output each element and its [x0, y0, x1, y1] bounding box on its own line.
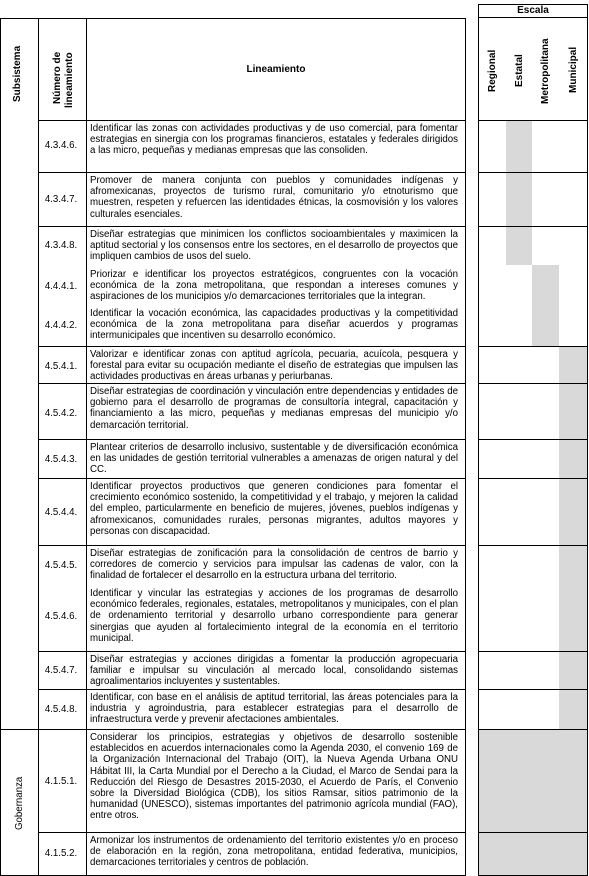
row-number: 4.3.4.8. [44, 240, 78, 251]
shade-municipal-1 [559, 347, 587, 730]
shade-estatal-1 [506, 120, 532, 265]
row-text: Diseñar estrategias que minimicen los conflictos socioambientales y maximicen la aptitud sectorial y los consensos entre los sectores, en el desarrollo de proyectos que impliquen cambios de usos del suelo. [90, 229, 458, 263]
lineamiento-header: Lineamiento [246, 64, 306, 75]
numero-lineamiento-header-1: Número de [52, 51, 63, 104]
numero-lineamiento-header-2: lineamiento [64, 52, 75, 108]
row-text: Identificar y vincular las estrategias y acciones de los programas de desarrollo económico federales, regionales, estatales, metropolitanos y municipales, con el plan de ordenamiento territorial y desarrollo urbano correspondiente para generar sinergias que ayuden al fortalecimiento integral de la economía en el territorio municipal. [90, 588, 458, 644]
row-text: Armonizar los instrumentos de ordenamiento del territorio existentes y/o en proceso de elaboración en la región, zona metropolitana, entidad federativa, municipios, demarcaciones territoriales y centros de población. [90, 835, 458, 869]
scale-metropolitana: Metropolitana [540, 38, 551, 104]
row-number: 4.5.4.7. [44, 665, 78, 676]
row-number: 4.4.4.1. [44, 281, 78, 292]
row-number: 4.5.4.1. [44, 361, 78, 372]
row-text: Diseñar estrategias y acciones dirigidas a fomentar la producción agropecuaria familiar e impulsar su vinculación al mercado local, consolidando sistemas agroalimentarios incluyentes y sustentables. [90, 654, 458, 688]
row-number: 4.1.5.1. [44, 776, 78, 787]
row-number: 4.5.4.4. [44, 507, 78, 518]
row-text: Identificar, con base en el análisis de aptitud territorial, las áreas potenciales para la industria y agroindustria, para establecer estrategias para el desarrollo de infraestructura verde y prevenir afectaciones ambientales. [90, 692, 458, 726]
row-number: 4.5.4.5. [44, 560, 78, 571]
row-number: 4.4.4.2. [44, 320, 78, 331]
scale-municipal: Municipal [568, 46, 579, 93]
row-text: Considerar los principios, estrategias y objetivos de desarrollo sostenible establecidos en acuerdos internacionales como la Agenda 2030, el convenio 169 de la Organización Internacional del Trabajo (OIT), la Nueva Agenda Urbana ONU Hábitat III, la Carta Mundial por el Derecho a la Ciudad, el Marco de Sendai para la Reducción del Riesgo de Desastres 2015-2030, el Acuerdo de París, el Convenio sobre la Diversidad Biológica (CDB), los sitios Ramsar, sitios patrimonio de la humanidad (UNESCO), sistemas importantes del patrimonio agrícola mundial (FAO), entre otros. [90, 732, 458, 822]
row-number: 4.5.4.8. [44, 704, 78, 715]
shade-metropolitana-1 [532, 265, 559, 347]
row-text: Diseñar estrategias de coordinación y vinculación entre dependencias y entidades de gobierno para el desarrollo de programas de consultoría integral, capacitación y financiamiento a las micro, pequeñas y medianas empresas del municipio y/o demarcación territorial. [90, 386, 458, 431]
row-number: 4.5.4.6. [44, 611, 78, 622]
row-number: 4.1.5.2. [44, 848, 78, 859]
shade-gobernanza [478, 730, 587, 876]
row-number: 4.3.4.7. [44, 194, 78, 205]
row-text: Plantear criterios de desarrollo inclusivo, sustentable y de diversificación económica en las unidades de gestión territorial vulnerables a amenazas de origen natural y del CC. [90, 442, 458, 476]
row-text: Identificar proyectos productivos que generen condiciones para fomentar el crecimiento económico sostenido, la competitividad y el trabajo, y mejoren la calidad del empleo, particularmente en beneficio de mujeres, jóvenes, pueblos indígenas y afromexicanos, comunidades rurales, personas migrantes, adultos mayores y personas con discapacidad. [90, 481, 458, 537]
row-text: Diseñar estrategias de zonificación para la consolidación de centros de barrio y corredores de comercio y servicios para impulsar las cadenas de valor, con la finalidad de fortalecer el desarrollo en la estructura urbana del territorio. [90, 548, 458, 582]
group-gobernanza: Gobernanza [14, 776, 25, 830]
scale-regional: Regional [487, 49, 498, 92]
row-number: 4.5.4.3. [44, 454, 78, 465]
scale-estatal: Estatal [514, 54, 525, 87]
row-text: Identificar la vocación económica, las capacidades productivas y la competitividad económica de la zona metropolitana para diseñar acuerdos y programas intermunicipales que incentiven su desarrollo económico. [90, 308, 458, 342]
row-text: Identificar las zonas con actividades productivas y de uso comercial, para fomentar estrategias en sinergia con los programas financieros, estatales y federales dirigidos a las micro, pequeñas y medianas empresas que las consoliden. [90, 123, 458, 157]
row-number: 4.3.4.6. [44, 140, 78, 151]
escala-header: Escala [517, 5, 549, 16]
row-number: 4.5.4.2. [44, 408, 78, 419]
row-text: Priorizar e identificar los proyectos estratégicos, congruentes con la vocación económica de la zona metropolitana, que respondan a intereses comunes y aspiraciones de los municipios y/o demarcaciones territoriales que la integran. [90, 269, 458, 303]
row-text: Valorizar e identificar zonas con aptitud agrícola, pecuaria, acuícola, pesquera y forestal para evitar su ocupación mediante el diseño de estrategias que impulsen las actividades productivas en áreas urbanas y periurbanas. [90, 349, 458, 383]
subsistema-header: Subsistema [12, 45, 23, 102]
row-text: Promover de manera conjunta con pueblos y comunidades indígenas y afromexicanas, proyectos de turismo rural, comunitario y/o etnoturismo que muestren, respeten y refuercen las identidades étnicas, la cosmovisión y los valores culturales esenciales. [90, 175, 458, 220]
